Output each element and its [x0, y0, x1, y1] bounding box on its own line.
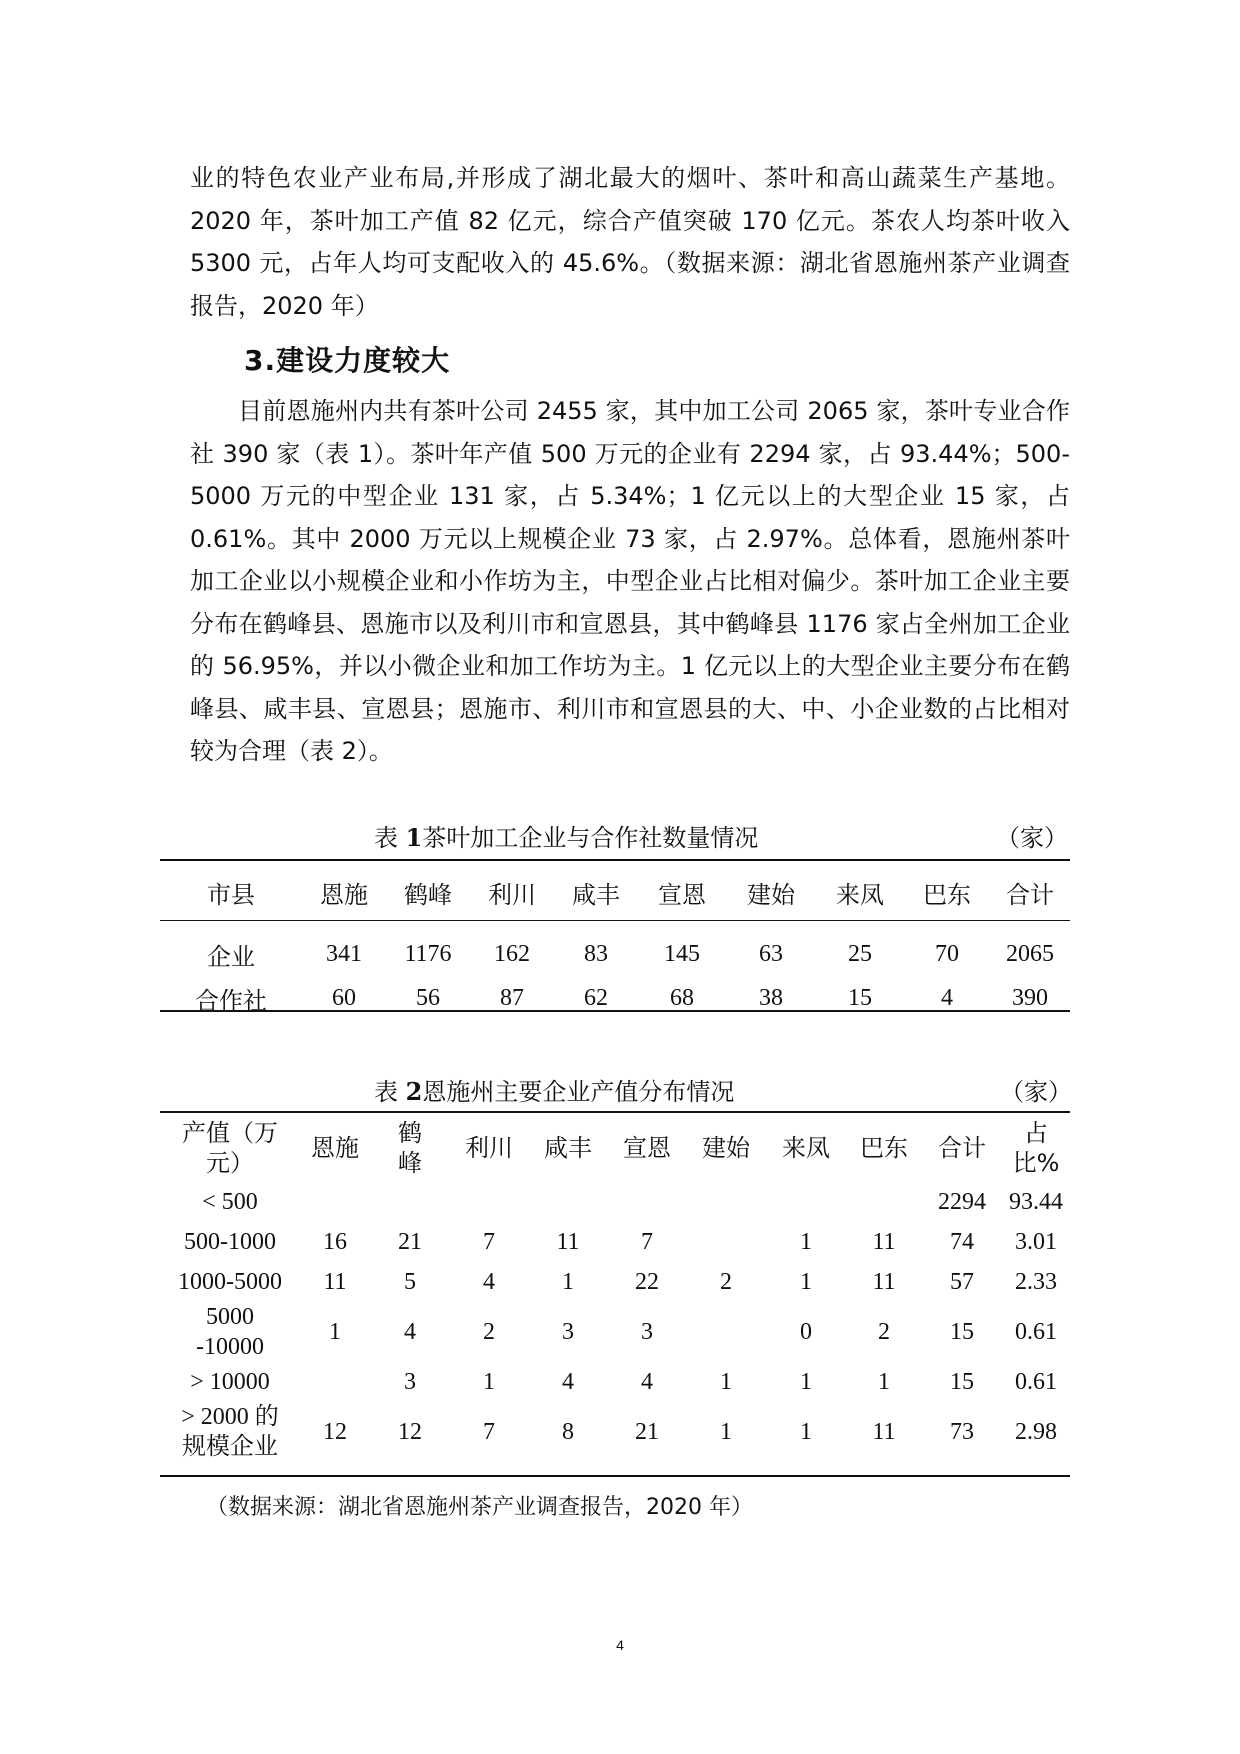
table-cell: 2 — [878, 1319, 890, 1345]
table-cell: 1 — [800, 1369, 812, 1395]
section-heading: 3.建设力度较大 — [244, 344, 451, 377]
table-cell: 83 — [584, 940, 608, 967]
table-cell: 73 — [950, 1419, 974, 1445]
table2-header-cell: 建始 — [702, 1134, 750, 1162]
table-cell: 93.44 — [1009, 1189, 1063, 1215]
row-label: 500-1000 — [184, 1229, 276, 1255]
table-cell: 3 — [404, 1369, 416, 1395]
paragraph-enterprise-overview: 目前恩施州内共有茶叶公司 2455 家，其中加工公司 2065 家，茶叶专业合作社 390 家（表 1）。茶叶年产值 500 万元的企业有 2294 家，占 93.44%；500-5000 万元的中型企业 131 家，占 5.34%；1 亿元以上的大型企业 15 家，占 0.61%。其中 2000 万元以上规模企业 73 家，占 2.97%。总体看，恩施州茶叶加工企业以小规模企业和小作坊为主，中型企业占比相对偏少。茶叶加工企业主要分布在鹤峰县、恩施市以及利川市和宣恩县，其中鹤峰县 1176 家占全州加工企业的 56.95%，并以小微企业和加工作坊为主。1 亿元以上的大型企业主要分布在鹤峰县、咸丰县、宣恩县；恩施市、利川市和宣恩县的大、中、小企业数的占比相对较为合理（表 2）。 — [190, 397, 1070, 765]
table1-header-cell: 恩施 — [320, 880, 368, 909]
table2-header-cell: 恩施 — [311, 1134, 359, 1162]
table-cell: 2 — [483, 1319, 495, 1345]
table-cell: 15 — [950, 1369, 974, 1395]
table-row — [160, 1302, 1070, 1362]
table-cell: 2294 — [938, 1189, 986, 1215]
table-cell — [686, 1182, 766, 1222]
table1-caption-text: 茶叶加工企业与合作社数量情况 — [422, 824, 759, 852]
table1-caption — [374, 818, 758, 853]
table2-header-cell: 来凤 — [782, 1134, 830, 1162]
table1-bottom-rule — [160, 1010, 1070, 1012]
table-cell: 57 — [950, 1269, 974, 1295]
table1-unit: （家） — [996, 824, 1068, 852]
table1-top-rule — [160, 859, 1070, 861]
table-cell: 0 — [800, 1319, 812, 1345]
table-row — [160, 1222, 1070, 1262]
table-cell — [766, 1182, 846, 1222]
table-cell: 56 — [416, 984, 440, 1011]
table-cell: 11 — [872, 1269, 896, 1295]
table-cell — [608, 1182, 686, 1222]
table2-header-cell: 宣恩 — [623, 1134, 671, 1162]
table-cell: 1 — [800, 1419, 812, 1445]
table-cell: 60 — [332, 984, 356, 1011]
row-label: < 500 — [202, 1189, 258, 1215]
table-row — [160, 1362, 1070, 1402]
table-cell: 8 — [562, 1419, 574, 1445]
table-cell: 12 — [398, 1419, 422, 1445]
table-cell: 70 — [935, 940, 959, 967]
table-cell — [300, 1182, 370, 1222]
table-cell: 2.98 — [1015, 1419, 1057, 1445]
table-cell: 62 — [584, 984, 608, 1011]
table2-unit: （家） — [1000, 1078, 1072, 1106]
table-cell: 5 — [404, 1269, 416, 1295]
table2-header-cell: 合计 — [938, 1134, 986, 1162]
table-cell: 16 — [323, 1229, 347, 1255]
table-cell: 7 — [641, 1229, 653, 1255]
table-cell: 1 — [720, 1369, 732, 1395]
table2-caption-text: 恩施州主要企业产值分布情况 — [422, 1078, 735, 1106]
table-cell: 2065 — [1006, 940, 1054, 967]
table-row — [160, 1402, 1070, 1462]
table-cell: 2 — [720, 1269, 732, 1295]
table-cell: 22 — [635, 1269, 659, 1295]
table-cell: 1 — [329, 1319, 341, 1345]
table1-header-cell: 建始 — [747, 880, 795, 909]
table-cell: 0.61 — [1015, 1319, 1057, 1345]
table1-header-cell: 来凤 — [836, 880, 884, 909]
table-cell: 21 — [398, 1229, 422, 1255]
table2-header-cell: 咸丰 — [544, 1134, 592, 1162]
table2-header-cell: 产值（万元） — [182, 1119, 278, 1177]
table2-caption-number: 2 — [405, 1077, 423, 1106]
table1-header-cell: 咸丰 — [572, 880, 620, 909]
table-cell: 341 — [326, 940, 362, 967]
table-row — [160, 976, 1070, 1020]
table-cell: 145 — [664, 940, 700, 967]
table1-caption-number: 1 — [405, 823, 423, 852]
table-row — [160, 1262, 1070, 1302]
table2-header-cell: 鹤峰 — [398, 1119, 422, 1177]
table-cell: 1 — [800, 1229, 812, 1255]
table-cell — [450, 1182, 528, 1222]
table-cell: 63 — [759, 940, 783, 967]
paragraph-industry-layout: 业的特色农业产业布局,并形成了湖北最大的烟叶、茶叶和高山蔬菜生产基地。2020 年，茶叶加工产值 82 亿元，综合产值突破 170 亿元。茶农人均茶叶收入 5300 元，占年人均可支配收入的 45.6%。（数据来源：湖北省恩施州茶产业调查报告，2020 年） — [190, 164, 1070, 320]
table-cell: 15 — [950, 1319, 974, 1345]
table-cell: 1 — [878, 1369, 890, 1395]
table-cell — [686, 1222, 766, 1262]
table-cell: 7 — [483, 1229, 495, 1255]
table-cell: 25 — [848, 940, 872, 967]
table-cell: 3 — [562, 1319, 574, 1345]
table-cell: 12 — [323, 1419, 347, 1445]
table-cell: 7 — [483, 1419, 495, 1445]
table-cell: 11 — [872, 1419, 896, 1445]
table2-header-cell: 占比% — [1012, 1119, 1060, 1177]
table2-bottom-rule — [160, 1475, 1070, 1477]
row-label: 5000 -10000 — [196, 1304, 264, 1360]
data-source-note: （数据来源：湖北省恩施州茶产业调查报告，2020 年） — [206, 1495, 753, 1520]
table-cell: 390 — [1012, 984, 1048, 1011]
table1-header-cell: 巴东 — [923, 880, 971, 909]
table-cell: 4 — [404, 1319, 416, 1345]
table2 — [160, 1114, 1070, 1462]
table-cell: 1 — [483, 1369, 495, 1395]
table-cell: 1 — [720, 1419, 732, 1445]
table-cell: 3 — [641, 1319, 653, 1345]
table-cell: 3.01 — [1015, 1229, 1057, 1255]
table1-header-cell: 合计 — [1006, 880, 1054, 909]
table1-header-cell: 利川 — [488, 880, 536, 909]
table1-header-row — [160, 862, 1070, 922]
table-row — [160, 1182, 1070, 1222]
table-cell — [686, 1302, 766, 1362]
table1-header-cell: 鹤峰 — [404, 880, 452, 909]
table2-header-cell: 利川 — [465, 1134, 513, 1162]
row-label: 1000-5000 — [178, 1269, 282, 1295]
table-cell: 15 — [848, 984, 872, 1011]
table2-caption — [374, 1072, 734, 1107]
table1-header-cell: 宣恩 — [658, 880, 706, 909]
table-cell: 87 — [500, 984, 524, 1011]
table-cell: 11 — [556, 1229, 580, 1255]
table-cell: 4 — [562, 1369, 574, 1395]
table2-header-row — [160, 1114, 1070, 1182]
row-label: > 10000 — [190, 1369, 270, 1395]
table2-top-rule — [160, 1111, 1070, 1113]
row-label: 企业 — [207, 942, 255, 971]
table-cell: 1 — [562, 1269, 574, 1295]
table1-header-rule — [160, 920, 1070, 921]
table-cell: 74 — [950, 1229, 974, 1255]
row-label: > 2000 的规模企业 — [181, 1404, 279, 1460]
table1-header-cell: 市县 — [207, 880, 255, 909]
table-cell: 4 — [641, 1369, 653, 1395]
table-cell: 11 — [323, 1269, 347, 1295]
table-cell: 162 — [494, 940, 530, 967]
table2-header-cell: 巴东 — [860, 1134, 908, 1162]
table-cell: 4 — [483, 1269, 495, 1295]
table-cell: 2.33 — [1015, 1269, 1057, 1295]
table-cell — [370, 1182, 450, 1222]
table1 — [160, 862, 1070, 1020]
table-cell: 21 — [635, 1419, 659, 1445]
table2-caption-prefix: 表 — [374, 1078, 406, 1106]
table-cell: 1176 — [404, 940, 452, 967]
table-cell: 0.61 — [1015, 1369, 1057, 1395]
page-number: 4 — [616, 1637, 624, 1653]
table-cell: 1 — [800, 1269, 812, 1295]
table-cell: 68 — [670, 984, 694, 1011]
table-cell: 4 — [941, 984, 953, 1011]
table-cell: 38 — [759, 984, 783, 1011]
table-cell — [528, 1182, 608, 1222]
table1-caption-prefix: 表 — [374, 824, 406, 852]
table-cell: 11 — [872, 1229, 896, 1255]
table-cell — [300, 1362, 370, 1402]
row-label: 合作社 — [195, 986, 267, 1015]
table-row — [160, 922, 1070, 976]
table-cell — [846, 1182, 922, 1222]
